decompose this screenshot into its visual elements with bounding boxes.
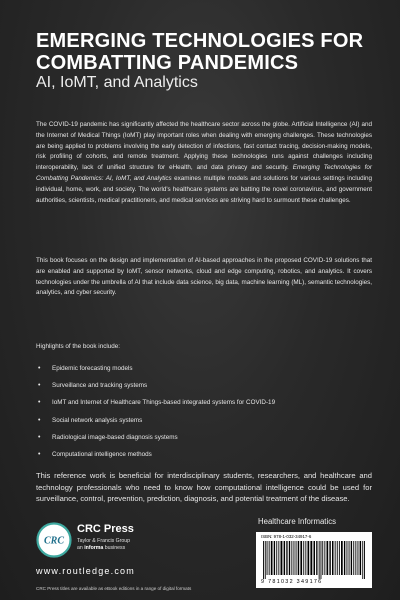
barcode-bar (355, 541, 356, 575)
barcode-bar (271, 541, 273, 575)
highlight-text: Computational intelligence methods (52, 451, 152, 459)
barcode-graphic (261, 541, 367, 579)
publisher-group: Taylor & Francis Group (77, 538, 131, 544)
barcode-bar (284, 541, 286, 575)
publisher-business (77, 545, 125, 551)
publisher-name: CRC Press (77, 523, 134, 535)
bullet-icon: • (38, 416, 41, 424)
highlight-item (36, 429, 366, 446)
barcode-bar (316, 541, 317, 575)
book-title: EMERGING TECHNOLOGIES FOR COMBATTING PANDEMICS (36, 30, 364, 74)
barcode-bar (278, 541, 279, 575)
subject-category: Healthcare Informatics (258, 517, 336, 526)
paragraph-1-text-a: The COVID-19 pandemic has significantly affected the healthcare sector across the globe. Artificial Intelligence (AI) and the Internet of Medical Things (IoMT) play important roles when dealing with emerging challenges. These technologies are being applied to problems involving the early detection of infections, fast contact tracing, decision-making models, risk profiling of cohorts, and remote treatment. Applying these technologies runs against challenges including interoperability, lack of unified structure for eHealth, and data privacy and security. (36, 121, 372, 172)
barcode-bar (310, 541, 312, 575)
book-subtitle: AI, IoMT, and Analytics (36, 74, 198, 91)
barcode-bar (274, 541, 275, 575)
barcode-bar (314, 541, 316, 575)
barcode-bar (332, 541, 334, 575)
barcode-bar (322, 541, 323, 575)
barcode-bar (319, 541, 320, 579)
barcode-digits: 9 781032 349176 (261, 579, 323, 585)
barcode-bar (329, 541, 330, 575)
barcode-bar (289, 541, 290, 575)
business-prefix: an (77, 545, 83, 551)
barcode-bar (321, 541, 322, 579)
paragraph-1-text-b: examines multiple models and solutions for various settings including individual, home, work, and society. The world's healthcare systems are batting the novel coronavirus, and government authorities, scientists, medical practitioners, and medical services are striving hard to surmount these challenges. (36, 174, 373, 204)
bullet-icon: • (38, 382, 41, 390)
barcode-bar (349, 541, 350, 575)
barcode-bar (305, 541, 306, 575)
barcode-bar (337, 541, 338, 575)
barcode-bar (286, 541, 287, 575)
barcode-bar (308, 541, 310, 575)
barcode-bar (353, 541, 354, 575)
publisher-url: www.routledge.com (36, 566, 135, 576)
barcode-bar (358, 541, 359, 575)
barcode-bar (339, 541, 340, 575)
bullet-icon: • (38, 433, 41, 441)
barcode-bar (269, 541, 270, 575)
barcode-bar (303, 541, 304, 575)
description-paragraph-2: This book focuses on the design and implementation of AI-based approaches in the proposed COVID-19 solutions that are enabled and supported by IoMT, sensor networks, cloud and edge computing, robotics, and analytics. It covers technologies under the umbrella of AI that include data science, big data, machine learning (ML), semantic technologies, analytics, and cyber security. (36, 257, 372, 297)
highlights-list (36, 360, 366, 463)
barcode-bar (300, 541, 302, 575)
barcode-bar (298, 541, 300, 575)
highlight-item (36, 377, 366, 394)
barcode-bar (360, 541, 362, 575)
barcode-bar (362, 541, 363, 579)
barcode-bar (324, 541, 325, 575)
barcode-bar (341, 541, 343, 575)
highlight-item (36, 446, 366, 463)
barcode-bar (364, 541, 365, 579)
barcode-bar (281, 541, 283, 575)
highlights-label: Highlights of the book include: (36, 343, 121, 350)
logo-text: CRC (43, 535, 65, 547)
bullet-icon: • (38, 451, 41, 459)
barcode-bar (265, 541, 266, 579)
barcode-bar (291, 541, 292, 575)
highlight-item (36, 394, 366, 411)
business-brand: informa (84, 545, 104, 551)
isbn-label: ISBN: 978-1-032-34917-6 (261, 534, 312, 539)
highlight-text: IoMT and Internet of Healthcare Things-based integrated systems for COVID-19 (52, 399, 276, 407)
barcode-bar (327, 541, 329, 575)
bullet-icon: • (38, 365, 41, 372)
barcode-bar (335, 541, 336, 575)
description-paragraph-3: This reference work is beneficial for interdisciplinary students, researchers, and healthcare and technology professionals who need to know how computational intelligence could be used for surveillance, control, prevention, prediction, diagnosis, and potential treatment of the disease. (36, 471, 372, 504)
highlight-text: Radiological image-based diagnosis systems (52, 433, 178, 441)
bullet-icon: • (38, 399, 41, 407)
barcode-bar (263, 541, 264, 579)
barcode-bar (347, 541, 348, 575)
barcode-panel (256, 532, 372, 588)
barcode-bar (344, 541, 345, 575)
barcode-bar (276, 541, 277, 575)
paragraph-1-book-title: Emerging Technologies for Combatting Pandemics: AI, IoMT, and Analytics (36, 164, 372, 182)
barcode-bar (351, 541, 352, 575)
ebook-footnote: CRC Press titles are available as eBook editions in a range of digital formats (36, 586, 192, 591)
barcode-bar (296, 541, 297, 575)
highlight-item (36, 360, 366, 377)
crc-press-logo-icon (36, 522, 72, 558)
barcode-bar (267, 541, 268, 575)
highlight-text: Social network analysis systems (52, 416, 143, 424)
business-suffix: business (104, 545, 126, 551)
highlight-item (36, 412, 366, 429)
highlight-text: Epidemic forecasting models (52, 365, 133, 372)
description-paragraph-1 (36, 120, 372, 206)
highlight-text: Surveillance and tracking systems (52, 382, 148, 390)
barcode-bar (294, 541, 295, 575)
